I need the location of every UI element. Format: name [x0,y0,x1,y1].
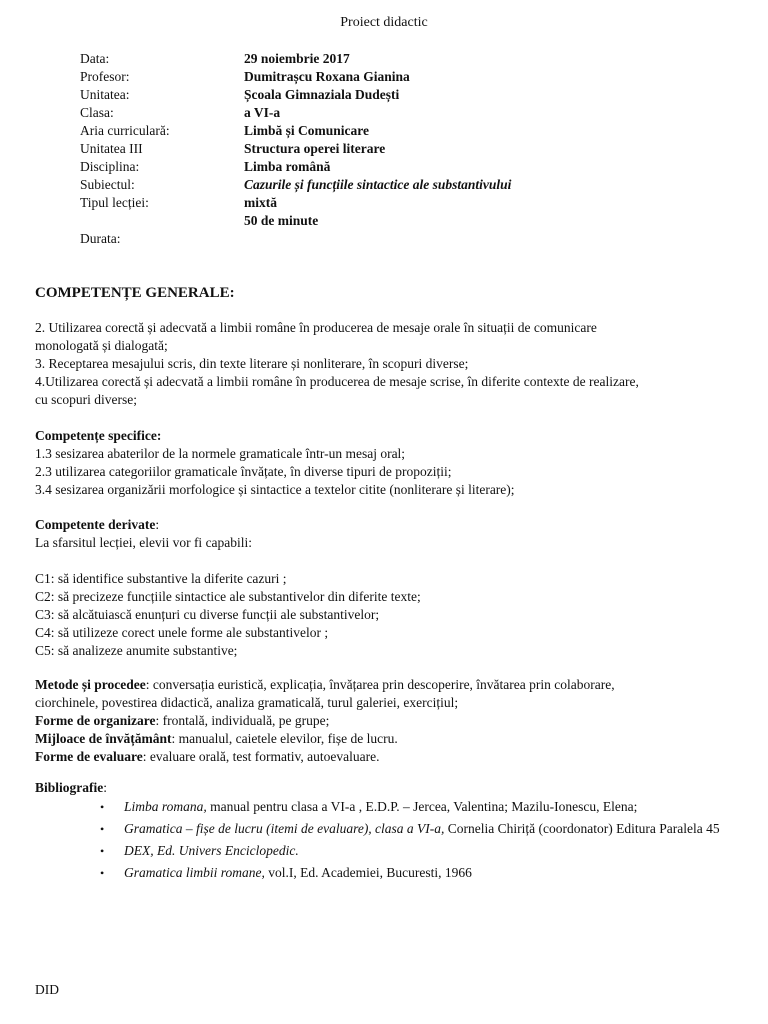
competenta-specifica-line: 3.4 sesizarea organizării morfologice și sintactice a textelor citite (nonliterare și literare); [35,482,515,497]
bibliografie-item [100,820,740,838]
info-row [80,176,511,194]
info-row [80,50,511,68]
competenta-specifica-line: 2.3 utilizarea categoriilor gramaticale învățate, în diverse tipuri de propoziții; [35,464,452,479]
info-row [80,104,511,122]
bibliografie-details: Cornelia Chiriță (coordonator) Editura Paralela 45 [444,821,720,836]
competente-generale-heading: COMPETENȚE GENERALE: [35,285,235,301]
competente-derivate: Competente derivate: La sfarsitul lecției, elevii vor fi capabili: [35,516,725,552]
document-title: Proiect didactic [340,15,428,30]
info-value: 29 noiembrie 2017 [244,51,350,66]
bibliografie-heading: Bibliografie [35,780,104,795]
info-label: Unitatea: [80,87,130,102]
forme-evaluare-text: : evaluare orală, test formativ, autoevaluare. [142,749,380,764]
competenta-derivata-item: C5: să analizeze anumite substantive; [35,643,238,658]
bibliografie-title: Limba romana, [124,799,207,814]
info-row [80,158,511,176]
competenta-derivata-item: C4: să utilizeze corect unele forme ale substantivelor ; [35,625,329,640]
bibliografie-item [100,864,740,882]
info-value: mixtă [244,195,277,210]
info-value: Limba română [244,159,331,174]
forme-organizare-label: Forme de organizare [35,713,156,728]
info-row [80,212,511,230]
competente-generale-list [35,319,725,409]
bibliografie-title: Gramatica – fișe de lucru (itemi de evaluare), clasa a VI-a, [124,821,445,836]
info-label: Aria curriculară: [80,123,170,138]
bullet-icon: • [100,866,105,880]
info-value: Limbă și Comunicare [244,123,370,138]
metode-label: Metode și procedee [35,677,146,692]
bibliografie-details: manual pentru clasa a VI-a , E.D.P. – Jercea, Valentina; Mazilu-Ionescu, Elena; [206,799,638,814]
info-row [80,194,511,212]
bibliografie-title: Gramatica limbii romane, [124,865,265,880]
competenta-specifica-line: 1.3 sesizarea abaterilor de la normele gramaticale într-un mesaj oral; [35,446,406,461]
bullet-icon: • [100,822,105,836]
info-row [80,230,511,248]
forme-evaluare-label: Forme de evaluare [35,749,143,764]
competente-derivate-heading: Competente derivate [35,517,156,532]
footer-text: DID [35,982,59,997]
competenta-generala-line: monologată și dialogată; [35,338,168,353]
info-label: Disciplina: [80,159,140,174]
info-row [80,140,511,158]
info-value: a VI-a [244,105,281,120]
forme-organizare-text: : frontală, individuală, pe grupe; [155,713,330,728]
info-value: 50 de minute [244,213,319,228]
mijloace-text: : manualul, caietele elevilor, fișe de lucru. [171,731,398,746]
info-label [80,212,244,230]
competenta-derivata-item: C2: să precizeze funcțiile sintactice ale substantivelor din diferite texte; [35,589,421,604]
bibliografie-item [100,842,740,860]
bibliografie-list [100,798,740,886]
metode-text: : conversația euristică, explicația, învățarea prin descoperire, învătarea prin colaborare, [145,677,615,692]
metode-section [35,676,725,766]
info-label: Data: [80,51,110,66]
mijloace-label: Mijloace de învățământ [35,731,172,746]
competenta-derivata-item: C3: să alcătuiască enunțuri cu diverse funcții ale substantivelor; [35,607,380,622]
lesson-info [80,50,511,248]
competente-derivate-intro: La sfarsitul lecției, elevii vor fi capabili: [35,535,253,550]
info-value: Cazurile și funcțiile sintactice ale substantivului [244,177,512,192]
info-value: Structura operei literare [244,141,386,156]
bullet-icon: • [100,844,105,858]
info-label: Clasa: [80,105,114,120]
info-value: Dumitrașcu Roxana Gianina [244,69,410,84]
competenta-generala-line: 4.Utilizarea corectă și adecvată a limbii române în producerea de mesaje scrise, în diferite contexte de realizare, [35,374,639,389]
bibliografie-details: vol.I, Ed. Academiei, Bucuresti, 1966 [264,865,472,880]
info-row [80,68,511,86]
info-label: Tipul lecției: [80,195,149,210]
info-row [80,122,511,140]
competenta-generala-line: 3. Receptarea mesajului scris, din texte literare și nonliterare, în scopuri diverse; [35,356,469,371]
info-label: Durata: [80,231,121,246]
competente-specifice [35,427,725,499]
info-row [80,86,511,104]
info-label: Unitatea III [80,141,143,156]
info-value: Școala Gimnaziala Dudești [244,87,400,102]
bibliografie-heading-row: Bibliografie: [35,780,108,795]
bibliografie-item [100,798,740,816]
competenta-derivata-item: C1: să identifice substantive la diferite cazuri ; [35,571,287,586]
competenta-generala-line: cu scopuri diverse; [35,392,137,407]
competente-specifice-heading: Competențe specifice: [35,428,162,443]
bullet-icon: • [100,800,105,814]
bibliografie-title: DEX, Ed. Univers Enciclopedic. [124,843,299,858]
competente-derivate-list [35,570,725,660]
info-label: Subiectul: [80,177,135,192]
metode-text-continued: ciorchinele, povestirea didactică, analiza gramaticală, turul galeriei, exercițiul; [35,695,459,710]
competenta-generala-line: 2. Utilizarea corectă și adecvată a limbii române în producerea de mesaje orale în situații de comunicare [35,320,597,335]
info-label: Profesor: [80,69,130,84]
